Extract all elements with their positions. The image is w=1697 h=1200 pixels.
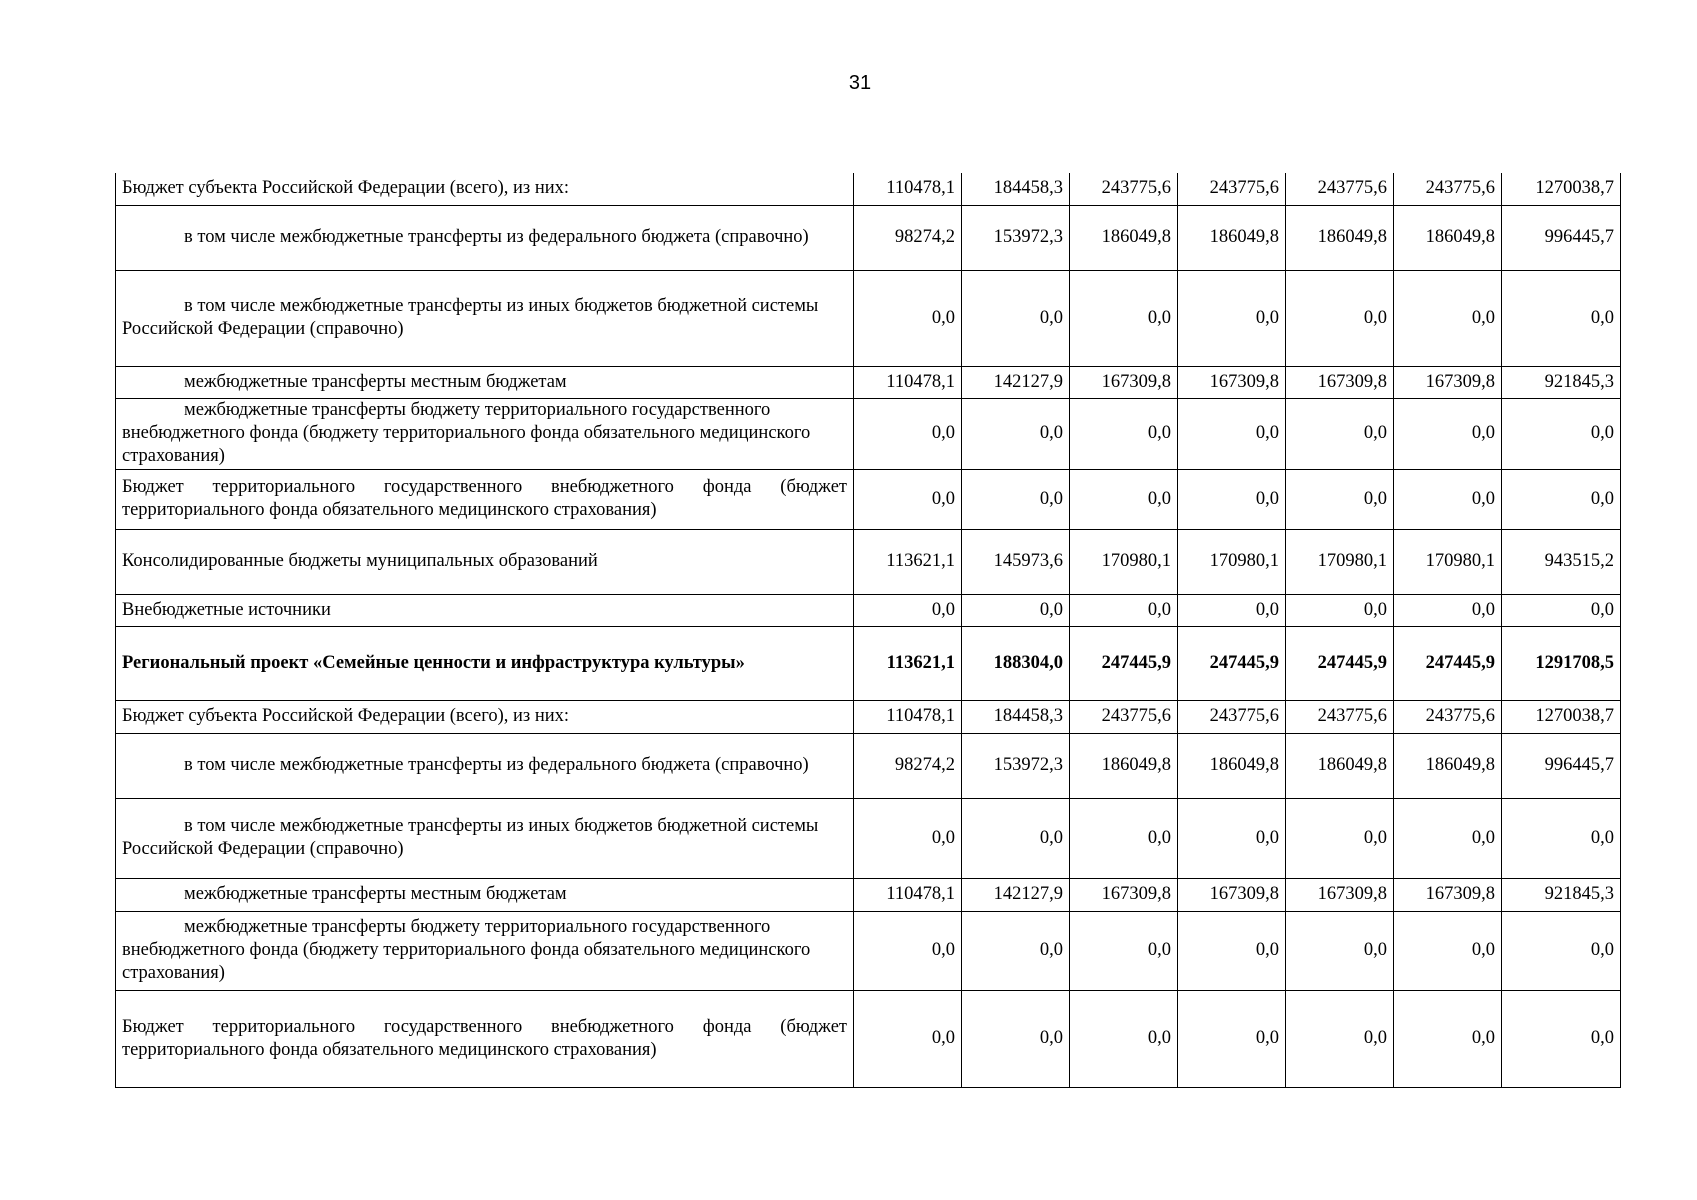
row-label: межбюджетные трансферты бюджету территориального государственного внебюджетного фонда (бюджету территориального фонда обязательного медицинского страхования) <box>116 911 854 990</box>
row-label: межбюджетные трансферты местным бюджетам <box>116 878 854 911</box>
value-cell: 0,0 <box>962 990 1070 1087</box>
row-label: в том числе межбюджетные трансферты из иных бюджетов бюджетной системы Российской Федерации (справочно) <box>116 798 854 878</box>
value-cell: 110478,1 <box>854 700 962 733</box>
value-cell: 243775,6 <box>1178 700 1286 733</box>
value-cell: 0,0 <box>962 469 1070 529</box>
value-cell: 98274,2 <box>854 205 962 270</box>
value-cell: 0,0 <box>1178 911 1286 990</box>
value-cell: 0,0 <box>1502 990 1621 1087</box>
value-cell: 184458,3 <box>962 700 1070 733</box>
value-cell: 0,0 <box>1394 469 1502 529</box>
value-cell: 167309,8 <box>1178 366 1286 398</box>
value-cell: 0,0 <box>854 990 962 1087</box>
value-cell: 243775,6 <box>1394 173 1502 205</box>
value-cell: 243775,6 <box>1394 700 1502 733</box>
value-cell: 0,0 <box>1070 990 1178 1087</box>
table-row <box>116 398 1621 469</box>
value-cell: 0,0 <box>1286 270 1394 366</box>
row-label: в том числе межбюджетные трансферты из федерального бюджета (справочно) <box>116 733 854 798</box>
value-cell: 170980,1 <box>1178 529 1286 594</box>
value-cell: 0,0 <box>1178 469 1286 529</box>
value-cell: 98274,2 <box>854 733 962 798</box>
value-cell: 0,0 <box>962 398 1070 469</box>
table-row <box>116 205 1621 270</box>
value-cell: 0,0 <box>1070 594 1178 626</box>
value-cell: 0,0 <box>1178 398 1286 469</box>
value-cell: 243775,6 <box>1286 173 1394 205</box>
value-cell: 170980,1 <box>1394 529 1502 594</box>
value-cell: 0,0 <box>1070 270 1178 366</box>
table-row <box>116 798 1621 878</box>
value-cell: 142127,9 <box>962 878 1070 911</box>
row-label: межбюджетные трансферты местным бюджетам <box>116 366 854 398</box>
table-row <box>116 366 1621 398</box>
value-cell: 0,0 <box>1178 594 1286 626</box>
value-cell: 113621,1 <box>854 529 962 594</box>
row-label: в том числе межбюджетные трансферты из федерального бюджета (справочно) <box>116 205 854 270</box>
value-cell: 996445,7 <box>1502 205 1621 270</box>
value-cell: 113621,1 <box>854 626 962 700</box>
value-cell: 186049,8 <box>1286 733 1394 798</box>
table-row <box>116 626 1621 700</box>
value-cell: 0,0 <box>1286 398 1394 469</box>
table-row <box>116 878 1621 911</box>
value-cell: 0,0 <box>1394 911 1502 990</box>
value-cell: 243775,6 <box>1286 700 1394 733</box>
value-cell: 186049,8 <box>1070 733 1178 798</box>
value-cell: 243775,6 <box>1178 173 1286 205</box>
value-cell: 1291708,5 <box>1502 626 1621 700</box>
value-cell: 142127,9 <box>962 366 1070 398</box>
value-cell: 0,0 <box>1070 398 1178 469</box>
value-cell: 0,0 <box>1070 798 1178 878</box>
value-cell: 167309,8 <box>1286 878 1394 911</box>
value-cell: 243775,6 <box>1070 700 1178 733</box>
value-cell: 167309,8 <box>1286 366 1394 398</box>
value-cell: 996445,7 <box>1502 733 1621 798</box>
budget-table-body <box>116 173 1621 1087</box>
table-row <box>116 529 1621 594</box>
row-label: Консолидированные бюджеты муниципальных образований <box>116 529 854 594</box>
value-cell: 0,0 <box>1286 798 1394 878</box>
value-cell: 167309,8 <box>1070 878 1178 911</box>
table-row <box>116 990 1621 1087</box>
value-cell: 1270038,7 <box>1502 700 1621 733</box>
value-cell: 0,0 <box>1394 798 1502 878</box>
value-cell: 247445,9 <box>1394 626 1502 700</box>
value-cell: 188304,0 <box>962 626 1070 700</box>
value-cell: 0,0 <box>854 594 962 626</box>
value-cell: 110478,1 <box>854 878 962 911</box>
value-cell: 0,0 <box>962 594 1070 626</box>
value-cell: 0,0 <box>854 398 962 469</box>
row-label: Внебюджетные источники <box>116 594 854 626</box>
value-cell: 1270038,7 <box>1502 173 1621 205</box>
value-cell: 0,0 <box>1394 594 1502 626</box>
row-label: Бюджет субъекта Российской Федерации (всего), из них: <box>116 700 854 733</box>
page-number: 31 <box>848 72 872 94</box>
value-cell: 167309,8 <box>1178 878 1286 911</box>
value-cell: 0,0 <box>1502 911 1621 990</box>
table-row <box>116 911 1621 990</box>
value-cell: 0,0 <box>1502 798 1621 878</box>
table-row <box>116 270 1621 366</box>
value-cell: 186049,8 <box>1394 733 1502 798</box>
table-row <box>116 469 1621 529</box>
value-cell: 247445,9 <box>1178 626 1286 700</box>
table-row <box>116 173 1621 205</box>
value-cell: 247445,9 <box>1070 626 1178 700</box>
value-cell: 0,0 <box>1286 990 1394 1087</box>
row-label: Бюджет территориального государственного внебюджетного фонда (бюджет территориального фонда обязательного медицинского страхования) <box>116 469 854 529</box>
value-cell: 0,0 <box>1502 469 1621 529</box>
value-cell: 145973,6 <box>962 529 1070 594</box>
value-cell: 0,0 <box>854 798 962 878</box>
value-cell: 0,0 <box>1394 270 1502 366</box>
value-cell: 0,0 <box>854 911 962 990</box>
value-cell: 170980,1 <box>1070 529 1178 594</box>
value-cell: 921845,3 <box>1502 878 1621 911</box>
row-label: в том числе межбюджетные трансферты из иных бюджетов бюджетной системы Российской Федерации (справочно) <box>116 270 854 366</box>
value-cell: 0,0 <box>1502 398 1621 469</box>
value-cell: 921845,3 <box>1502 366 1621 398</box>
value-cell: 0,0 <box>1286 594 1394 626</box>
value-cell: 186049,8 <box>1178 733 1286 798</box>
table-row <box>116 700 1621 733</box>
value-cell: 110478,1 <box>854 173 962 205</box>
value-cell: 167309,8 <box>1394 366 1502 398</box>
value-cell: 186049,8 <box>1286 205 1394 270</box>
value-cell: 0,0 <box>1070 469 1178 529</box>
row-label: Региональный проект «Семейные ценности и инфраструктура культуры» <box>116 626 854 700</box>
budget-table <box>115 173 1621 1088</box>
value-cell: 186049,8 <box>1394 205 1502 270</box>
value-cell: 170980,1 <box>1286 529 1394 594</box>
value-cell: 0,0 <box>1178 270 1286 366</box>
value-cell: 186049,8 <box>1070 205 1178 270</box>
value-cell: 0,0 <box>1394 990 1502 1087</box>
value-cell: 0,0 <box>1502 594 1621 626</box>
value-cell: 0,0 <box>1394 398 1502 469</box>
row-label: межбюджетные трансферты бюджету территориального государственного внебюджетного фонда (бюджету территориального фонда обязательного медицинского страхования) <box>116 398 854 469</box>
row-label: Бюджет территориального государственного внебюджетного фонда (бюджет территориального фонда обязательного медицинского страхования) <box>116 990 854 1087</box>
value-cell: 0,0 <box>1286 911 1394 990</box>
value-cell: 0,0 <box>1070 911 1178 990</box>
value-cell: 247445,9 <box>1286 626 1394 700</box>
value-cell: 153972,3 <box>962 733 1070 798</box>
value-cell: 943515,2 <box>1502 529 1621 594</box>
value-cell: 243775,6 <box>1070 173 1178 205</box>
value-cell: 0,0 <box>962 270 1070 366</box>
value-cell: 0,0 <box>1178 990 1286 1087</box>
value-cell: 110478,1 <box>854 366 962 398</box>
value-cell: 153972,3 <box>962 205 1070 270</box>
value-cell: 167309,8 <box>1394 878 1502 911</box>
value-cell: 0,0 <box>854 270 962 366</box>
value-cell: 0,0 <box>1502 270 1621 366</box>
row-label: Бюджет субъекта Российской Федерации (всего), из них: <box>116 173 854 205</box>
value-cell: 0,0 <box>854 469 962 529</box>
value-cell: 0,0 <box>962 911 1070 990</box>
value-cell: 0,0 <box>1286 469 1394 529</box>
value-cell: 186049,8 <box>1178 205 1286 270</box>
value-cell: 167309,8 <box>1070 366 1178 398</box>
value-cell: 0,0 <box>962 798 1070 878</box>
table-row <box>116 594 1621 626</box>
value-cell: 184458,3 <box>962 173 1070 205</box>
value-cell: 0,0 <box>1178 798 1286 878</box>
table-row <box>116 733 1621 798</box>
